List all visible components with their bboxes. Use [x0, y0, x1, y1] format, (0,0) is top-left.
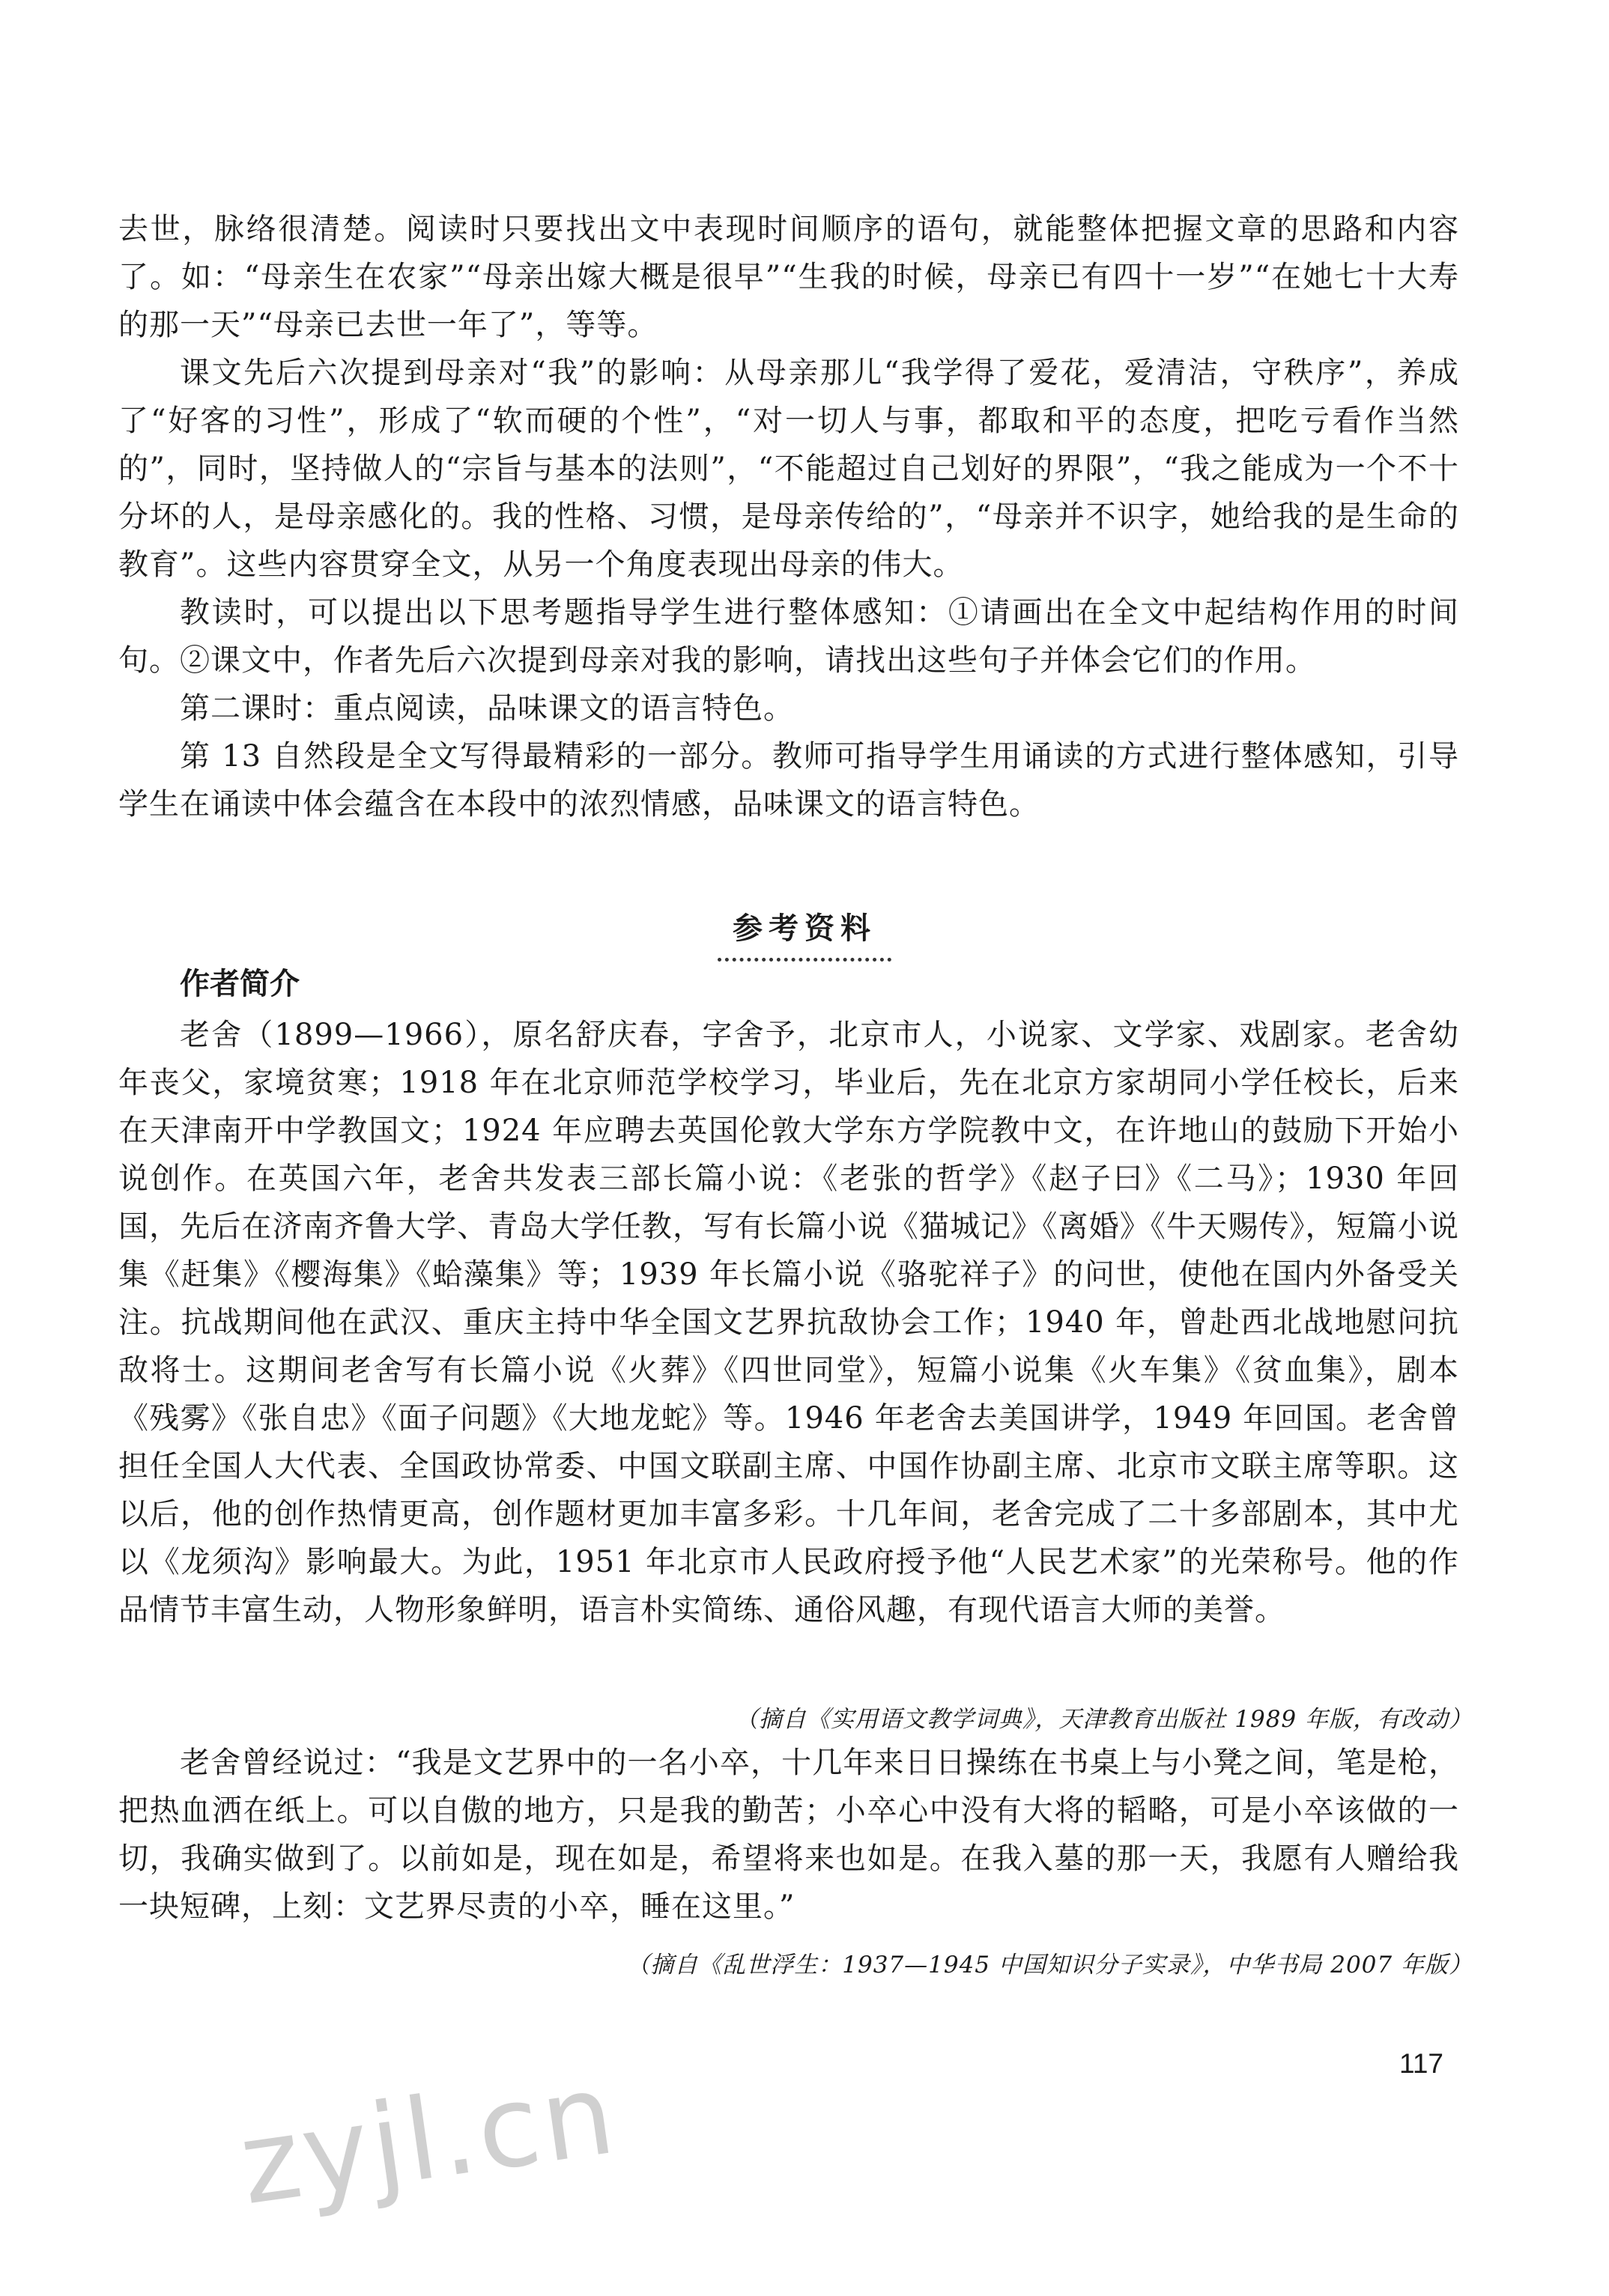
paragraph-section-13: 第 13 自然段是全文写得最精彩的一部分。教师可指导学生用诵读的方式进行整体感知，引导学生在诵读中体会蕴含在本段中的浓烈情感，品味课文的语言特色。	[118, 739, 1459, 821]
citation-dictionary: （摘自《实用语文教学词典》，天津教育出版社 1989 年版，有改动）	[734, 1706, 1473, 1733]
page-number: 117	[1399, 2048, 1443, 2079]
paragraph-author-intro: 老舍（1899—1966），原名舒庆春，字舍予，北京市人，小说家、文学家、戏剧家。老舍幼年丧父，家境贫寒；1918 年在北京师范学校学习，毕业后，先在北京方家胡同小学任校长，后来在天津南开中学教国文；1924 年应聘去英国伦敦大学东方学院教中文，在许地山的鼓励下开始小说创作。在英国六年，老舍共发表三部长篇小说：《老张的哲学》《赵子曰》《二马》；1930 年回国，先后在济南齐鲁大学、青岛大学任教，写有长篇小说《猫城记》《离婚》《牛天赐传》，短篇小说集《赶集》《樱海集》《蛤藻集》等；1939 年长篇小说《骆驼祥子》的问世，使他在国内外备受关注。抗战期间他在武汉、重庆主持中华全国文艺界抗敌协会工作；1940 年，曾赴西北战地慰问抗敌将士。这期间老舍写有长篇小说《火葬》《四世同堂》，短篇小说集《火车集》《贫血集》，剧本《残雾》《张自忠》《面子问题》《大地龙蛇》等。1946 年老舍去美国讲学，1949 年回国。老舍曾担任全国人大代表、全国政协常委、中国文联副主席、中国作协副主席、北京市文联主席等职。这以后，他的创作热情更高，创作题材更加丰富多彩。十几年间，老舍完成了二十多部剧本，其中尤以《龙须沟》影响最大。为此，1951 年北京市人民政府授予他“人民艺术家”的光荣称号。他的作品情节丰富生动，人物形象鲜明，语言朴实简练、通俗风趣，有现代语言大师的美誉。	[118, 1018, 1459, 1627]
author-intro-block	[118, 1011, 1459, 1634]
paragraph-teaching-questions: 教读时，可以提出以下思考题指导学生进行整体感知：①请画出在全文中起结构作用的时间句。②课文中，作者先后六次提到母亲对我的影响，请找出这些句子并体会它们的作用。	[118, 595, 1459, 678]
paragraph-second-lesson: 第二课时：重点阅读，品味课文的语言特色。	[180, 691, 794, 726]
watermark: zyjl.cn	[232, 2048, 625, 2231]
quote-block	[118, 1739, 1459, 1931]
paragraph-continued: 去世，脉络很清楚。阅读时只要找出文中表现时间顺序的语句，就能整体把握文章的思路和内容了。如：“母亲生在农家”“母亲出嫁大概是很早”“生我的时候，母亲已有四十一岁”“在她七十大寿的那一天”“母亲已去世一年了”，等等。	[118, 212, 1459, 342]
section-title	[0, 905, 1609, 962]
paragraph-influence: 课文先后六次提到母亲对“我”的影响：从母亲那儿“我学得了爱花，爱清洁，守秩序”，养成了“好客的习性”，形成了“软而硬的个性”，“对一切人与事，都取和平的态度，把吃亏看作当然的”，同时，坚持做人的“宗旨与基本的法则”，“不能超过自己划好的界限”，“我之能成为一个不十分坏的人，是母亲感化的。我的性格、习惯，是母亲传给的”，“母亲并不识字，她给我的是生命的教育”。这些内容贯穿全文，从另一个角度表现出母亲的伟大。	[118, 356, 1459, 582]
title-dotted-underline	[718, 958, 891, 962]
subhead-author-intro: 作者简介	[180, 967, 300, 1001]
paragraph-laoshe-quote: 老舍曾经说过：“我是文艺界中的一名小卒，十几年来日日操练在书桌上与小凳之间，笔是枪，把热血洒在纸上。可以自傲的地方，只是我的勤苦；小卒心中没有大将的韬略，可是小卒该做的一切，我确实做到了。以前如是，现在如是，希望将来也如是。在我入墓的那一天，我愿有人赠给我一块短碑，上刻：文艺界尽责的小卒，睡在这里。”	[118, 1746, 1459, 1924]
top-text-block	[118, 205, 1459, 828]
section-title-text: 参考资料	[733, 911, 876, 946]
citation-book: （摘自《乱世浮生：1937—1945 中国知识分子实录》，中华书局 2007 年版）	[626, 1952, 1473, 1978]
